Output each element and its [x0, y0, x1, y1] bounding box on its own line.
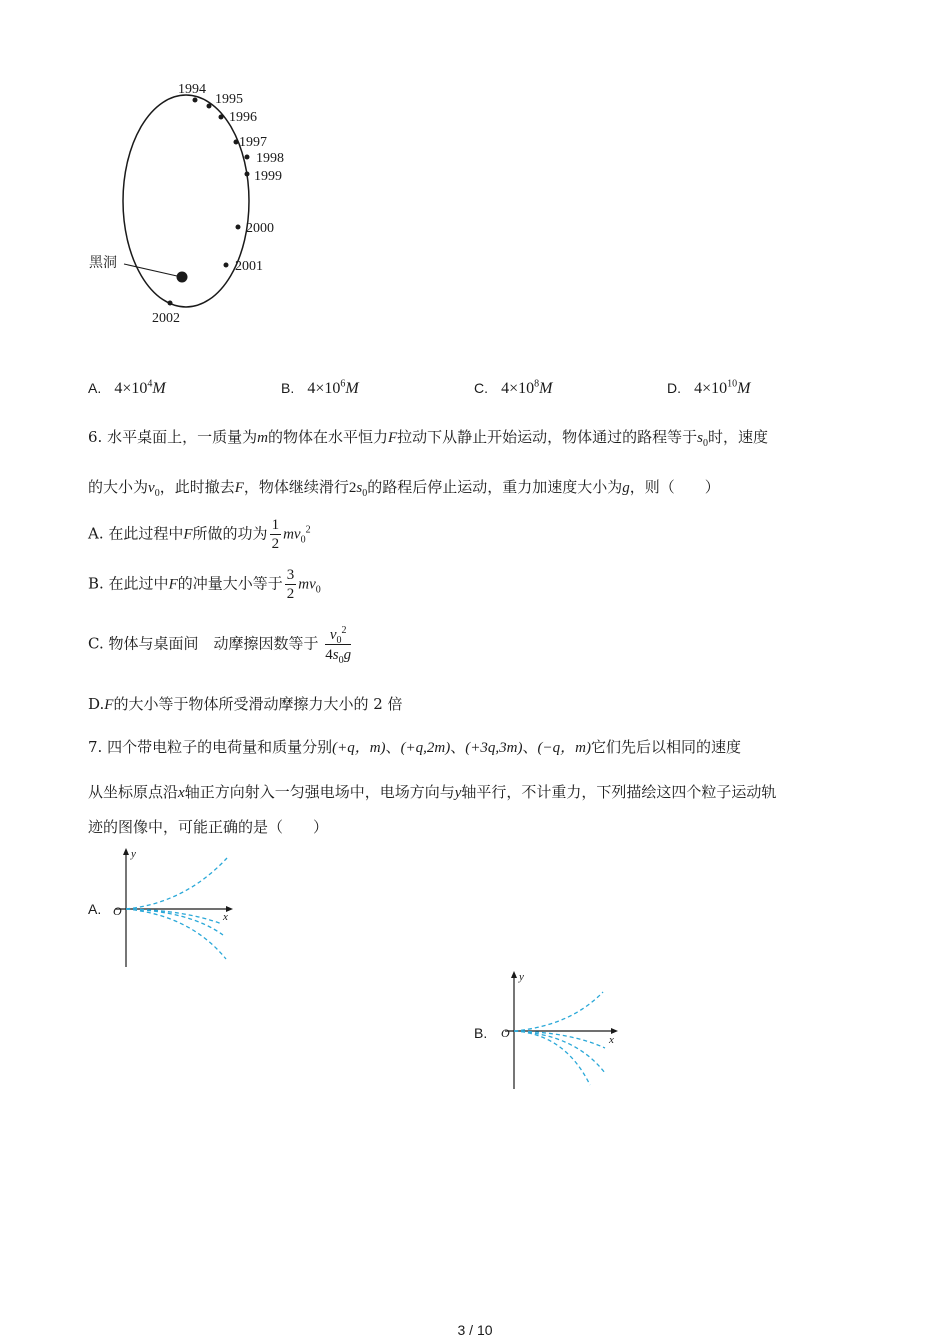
year-1996: 1996 — [229, 110, 257, 125]
graph-a[interactable] — [105, 845, 240, 970]
q6-option-a[interactable]: A. 在此过程中F所做的功为 $\frac{1}{2}$ $mv_0^2$ — [88, 517, 311, 552]
option-exp: 6 — [340, 378, 346, 390]
trajectory-curve — [514, 1031, 605, 1048]
option-coef: 4×10 — [114, 380, 148, 397]
orbit-point-1998 — [245, 155, 250, 160]
option-unit: M — [152, 380, 166, 397]
year-2001: 2001 — [235, 259, 263, 274]
year-1999: 1999 — [254, 169, 282, 184]
q6-line1: 6. 水平桌面上，一质量为m的物体在水平恒力F拉动下从静止开始运动，物体通过的路程等于$s_0$时，速度 — [88, 428, 768, 449]
option-letter: C. — [474, 380, 488, 396]
page-number: 3 / 10 — [457, 1322, 493, 1338]
option-unit: M — [539, 380, 553, 397]
orbit-point-2002 — [168, 301, 173, 306]
origin-label: O — [113, 904, 122, 918]
y-arrow — [511, 971, 517, 978]
q5-option-b[interactable] — [281, 378, 359, 398]
option-unit: M — [345, 380, 359, 397]
q6-option-b[interactable]: B. 在此过中F的冲量大小等于 $\frac{3}{2}$ $mv_0$ — [88, 567, 321, 602]
year-1995: 1995 — [215, 92, 243, 107]
orbit-point-1994 — [193, 98, 198, 103]
black-hole-pointer — [124, 264, 177, 276]
q5-option-d[interactable] — [667, 378, 750, 398]
q7-line2: 从坐标原点沿x轴正方向射入一匀强电场中，电场方向与y轴平行，不计重力，下列描绘这四个粒子运动轨 — [88, 783, 777, 801]
q5-option-a[interactable] — [88, 378, 166, 398]
year-2000: 2000 — [246, 221, 274, 236]
year-1997: 1997 — [239, 135, 267, 150]
graph-b-label[interactable]: B. — [474, 1025, 488, 1041]
year-1994: 1994 — [178, 82, 206, 97]
option-letter: B. — [281, 380, 295, 396]
trajectory-curve — [514, 1031, 605, 1073]
option-letter: D. — [667, 380, 681, 396]
option-exp: 8 — [534, 378, 540, 390]
option-exp: 4 — [147, 378, 153, 390]
trajectory-curve — [126, 909, 223, 935]
q6-line2: 的大小为$v_0$，此时撤去F，物体继续滑行$2s_0$的路程后停止运动，重力加速度大小为g，则（ ） — [88, 478, 720, 499]
black-hole-label: 黑洞 — [89, 255, 117, 271]
q6-option-c[interactable]: C. 物体与桌面间 动摩擦因数等于 $\frac{v_0^2}{4s_0g}$ — [88, 625, 352, 666]
year-2002: 2002 — [152, 311, 180, 326]
option-unit: M — [737, 380, 751, 397]
orbit-point-2001 — [224, 263, 229, 268]
graph-b[interactable] — [495, 968, 625, 1093]
y-label: y — [131, 848, 136, 860]
origin-label: O — [501, 1026, 510, 1040]
trajectory-curve — [514, 992, 603, 1031]
graph-a-label[interactable]: A. — [88, 901, 102, 917]
year-1998: 1998 — [256, 151, 284, 166]
q7-line3: 迹的图像中，可能正确的是（ ） — [88, 818, 329, 836]
black-hole — [177, 272, 188, 283]
trajectory-curve — [126, 858, 227, 909]
y-label: y — [519, 971, 524, 983]
option-coef: 4×10 — [307, 380, 341, 397]
option-coef: 4×10 — [694, 380, 728, 397]
orbit-point-1995 — [207, 104, 212, 109]
q5-option-c[interactable] — [474, 378, 552, 398]
q7-line1: 7. 四个带电粒子的电荷量和质量分别(+q，m)、(+q,2m)、(+3q,3m)、(−q，m)它们先后以相同的速度 — [88, 738, 741, 756]
orbit-point-1999 — [245, 172, 250, 177]
orbit-diagram — [80, 70, 320, 340]
orbit-point-2000 — [236, 225, 241, 230]
option-letter: A. — [88, 380, 102, 396]
orbit-point-1996 — [219, 115, 224, 120]
q6-option-d[interactable]: D.F的大小等于物体所受滑动摩擦力大小的 2 倍 — [88, 695, 403, 713]
orbit-point-1997 — [234, 140, 239, 145]
trajectory-curve — [126, 909, 226, 959]
x-label: x — [223, 911, 228, 923]
option-exp: 10 — [727, 378, 738, 390]
x-label: x — [609, 1034, 614, 1046]
y-arrow — [123, 848, 129, 855]
option-coef: 4×10 — [501, 380, 535, 397]
